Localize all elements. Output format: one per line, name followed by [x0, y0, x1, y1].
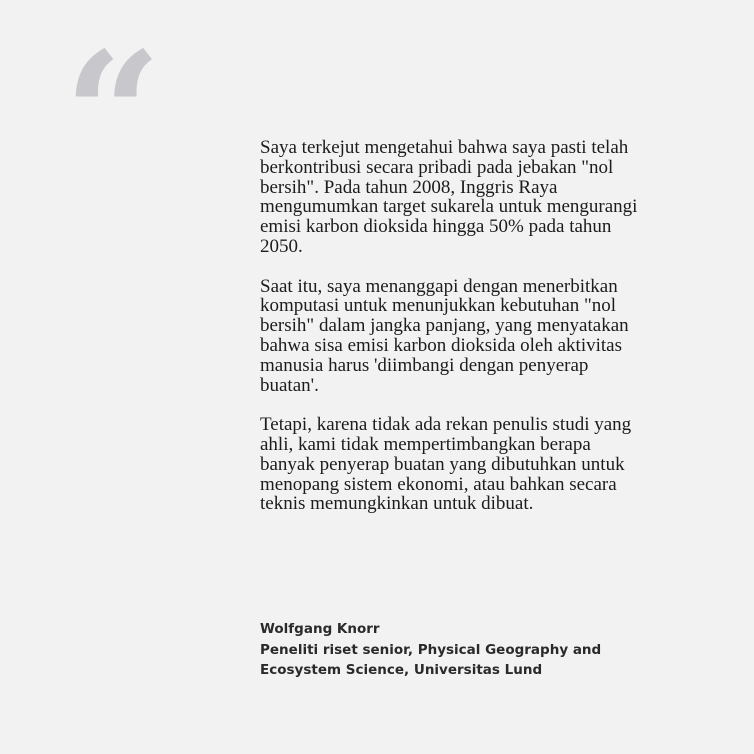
- quote-paragraph-3: Tetapi, karena tidak ada rekan penulis studi yang ahli, kami tidak mempertimbangkan berapa banyak penyerap buatan yang dibutuhkan untuk menopang sistem ekonomi, atau bahkan secara teknis memungkinkan untuk dibuat.: [260, 414, 632, 515]
- quote-paragraph-2: Saat itu, saya menanggapi dengan menerbitkan komputasi untuk menunjukkan kebutuhan "nol bersih" dalam jangka panjang, yang menyatakan bahwa sisa emisi karbon dioksida oleh aktivitas manusia harus 'diimbangi dengan penyerap buatan'.: [260, 275, 629, 396]
- author-role-line-2: Ecosystem Science, Universitas Lund: [260, 662, 543, 678]
- author-name: Wolfgang Knorr: [260, 621, 380, 637]
- quote-paragraph-1: Saya terkejut mengetahui bahwa saya pasti telah berkontribusi secara pribadi pada jebakan "nol bersih". Pada tahun 2008, Inggris Raya mengumumkan target sukarela untuk mengurangi emisi karbon dioksida hingga 50% pada tahun 2050.: [260, 137, 638, 257]
- quotation-mark-icon: “: [64, 15, 162, 215]
- attribution: [260, 619, 680, 681]
- author-role-line-1: Peneliti riset senior, Physical Geography and: [260, 641, 602, 658]
- quote-body: [260, 138, 650, 534]
